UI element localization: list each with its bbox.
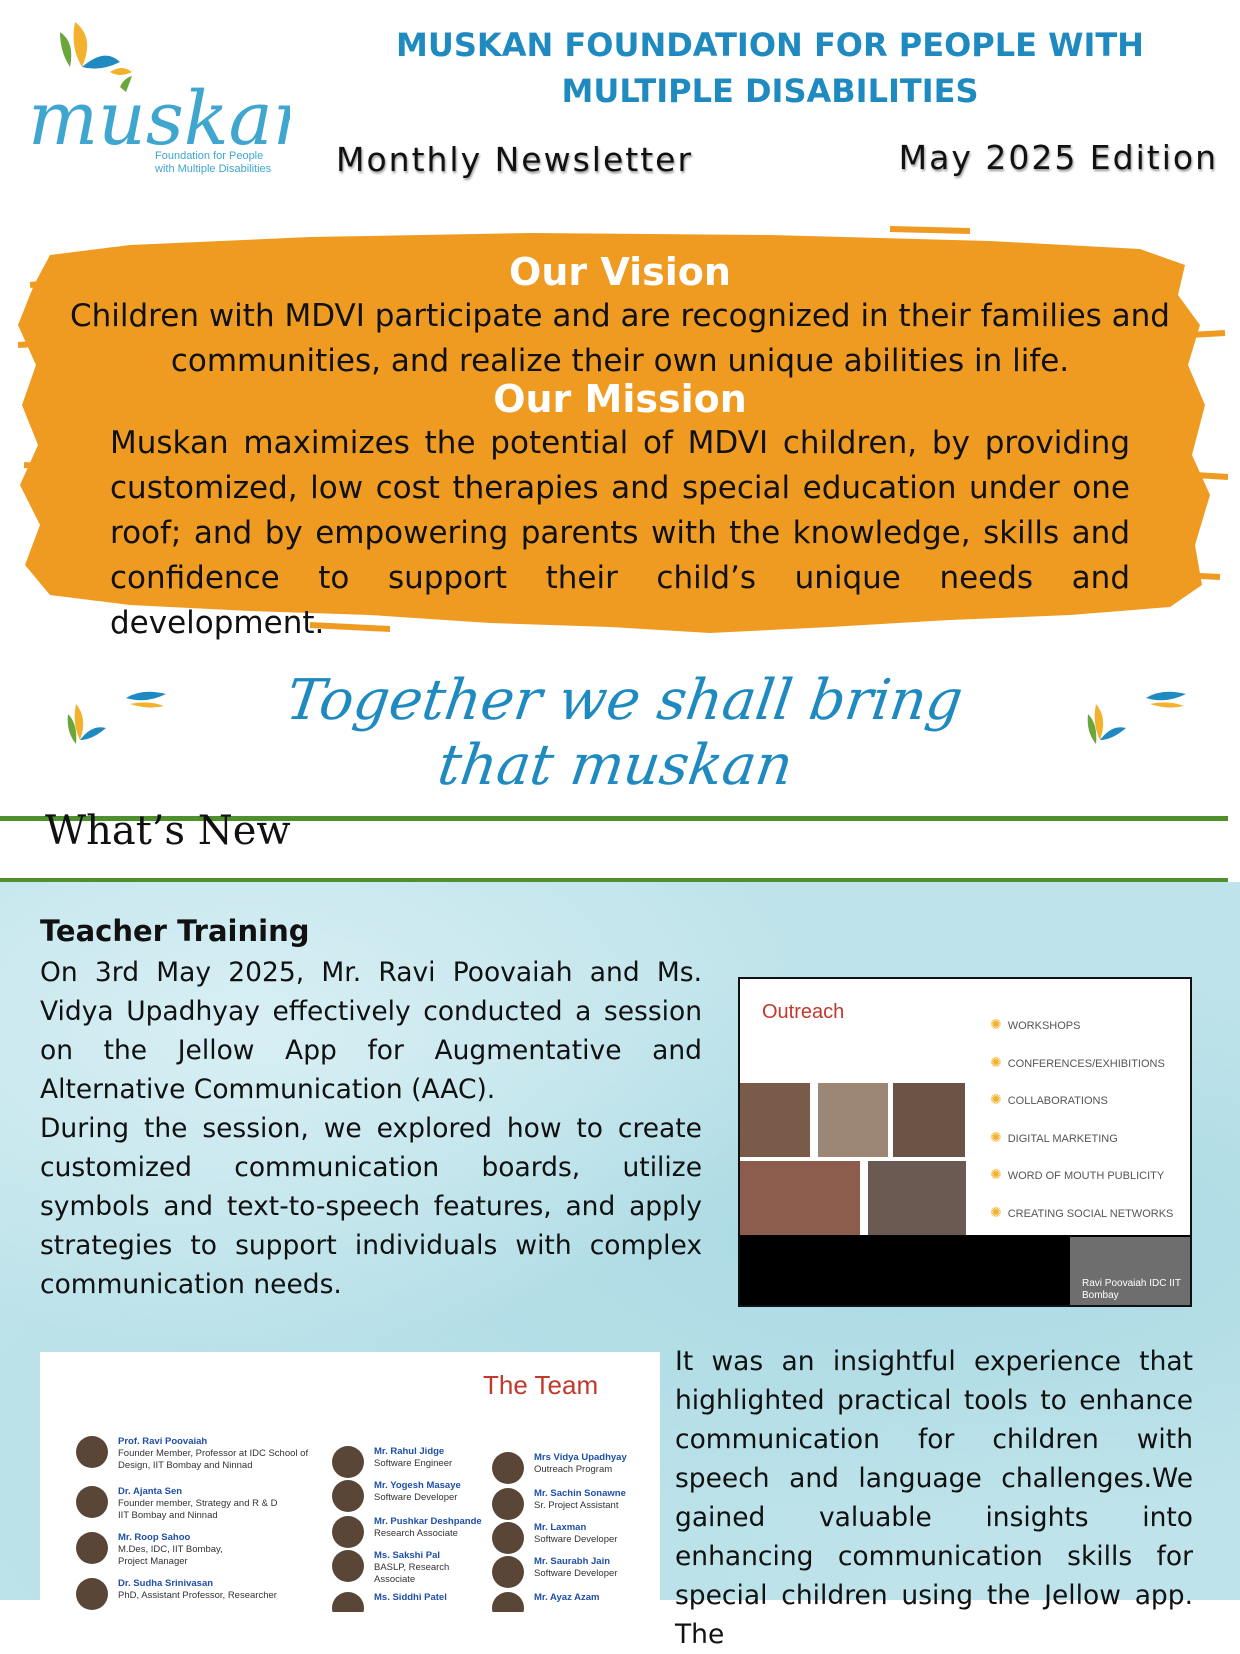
vision-section [60, 250, 1180, 384]
outreach-photo [740, 1161, 860, 1235]
avatar [332, 1516, 364, 1548]
flower-bullet-icon: ✺ [990, 1016, 1002, 1032]
flower-bullet-icon: ✺ [990, 1166, 1002, 1182]
avatar [76, 1578, 108, 1610]
svg-text:muskan: muska [28, 76, 273, 162]
outreach-photo [818, 1083, 888, 1157]
outreach-item: ✺ CREATING SOCIAL NETWORKS [990, 1203, 1174, 1220]
outreach-item: ✺ CONFERENCES/EXHIBITIONS [990, 1053, 1165, 1070]
birds-left-icon [62, 684, 172, 754]
outreach-slide-title: Outreach [762, 1001, 845, 1023]
team-member: Mr. Rahul Jidge Software Engineer [332, 1446, 452, 1478]
outreach-photo [740, 1083, 810, 1157]
avatar [332, 1550, 364, 1582]
speaker-name: Ravi Poovaiah IDC IIT Bombay [1082, 1278, 1181, 1301]
team-member: Mr. Ayaz Azam [492, 1592, 599, 1612]
flower-bullet-icon: ✺ [990, 1053, 1002, 1070]
birds-right-icon [1082, 684, 1192, 754]
section-title: Teacher Training [40, 914, 310, 948]
whats-new-heading: What’s New [45, 808, 291, 854]
outreach-item: ✺ WORKSHOPS [990, 1016, 1081, 1032]
outreach-item: ✺ DIGITAL MARKETING [990, 1128, 1118, 1145]
article-paragraph-1: On 3rd May 2025, Mr. Ravi Poovaiah and Ms. Vidya Upadhyay effectively conducted a session on the Jellow App for Augmentative and Alternative Communication (AAC). During the session, we explored how to create customized communication boards, utilize symbols and text-to-speech features, and apply strategies to support individuals with complex communication needs. [40, 957, 702, 1300]
avatar [76, 1486, 108, 1518]
team-member: Mr. Roop Sahoo M.Des, IDC, IIT Bombay, Project Manager [76, 1532, 223, 1568]
edition-label: May 2025 Edition [898, 138, 1218, 177]
flower-bullet-icon: ✺ [990, 1128, 1002, 1145]
newsletter-label: Monthly Newsletter [336, 140, 694, 179]
flower-bullet-icon: ✺ [990, 1203, 1002, 1220]
mission-text: Muskan maximizes the potential of MDVI children, by providing customized, low cost therapies and special education under one roof; and by empowering parents with the knowledge, skills and confidence to support their child’s unique needs and development. [110, 425, 1130, 641]
outreach-item: ✺ COLLABORATIONS [990, 1091, 1108, 1107]
avatar [332, 1446, 364, 1478]
avatar [76, 1436, 108, 1468]
article-paragraph-2: It was an insightful experience that highlighted practical tools to enhance communication for children with speech and language challenges.We gained valuable insights into enhancing communication skills for special children using the Jellow app. The [675, 1346, 1193, 1650]
team-member: Dr. Sudha Srinivasan PhD, Assistant Professor, Researcher [76, 1578, 277, 1610]
team-member: Mr. Pushkar Deshpande Research Associate [332, 1516, 482, 1548]
avatar [492, 1522, 524, 1554]
avatar [492, 1488, 524, 1520]
team-slide-image [40, 1352, 660, 1612]
team-member: Ms. Sakshi Pal BASLP, Research Associate [332, 1550, 449, 1586]
outreach-item: ✺ WORD OF MOUTH PUBLICITY [990, 1166, 1165, 1182]
avatar [492, 1452, 524, 1484]
avatar [332, 1592, 364, 1612]
outreach-photo [868, 1161, 966, 1235]
outreach-photo [893, 1083, 965, 1157]
avatar [76, 1532, 108, 1564]
outreach-slide-image [738, 977, 1192, 1307]
team-member: Mrs Vidya Upadhyay Outreach Program [492, 1452, 627, 1484]
team-slide-title: The Team [483, 1370, 599, 1400]
mission-section [60, 377, 1180, 646]
logo-caption: Foundation for People with Multiple Disabilities [155, 150, 272, 175]
team-member: Ms. Siddhi Patel [332, 1592, 447, 1612]
team-member: Mr. Yogesh Masaye Software Developer [332, 1480, 461, 1512]
team-member: Mr. Sachin Sonawne Sr. Project Assistant [492, 1488, 626, 1520]
tagline: Together we shall bring that muskan [282, 668, 967, 798]
flower-bullet-icon: ✺ [990, 1091, 1002, 1107]
organization-title: MUSKAN FOUNDATION FOR PEOPLE WITH MULTIPLE DISABILITIES [396, 26, 1144, 110]
team-member: Dr. Ajanta Sen Founder member, Strategy and R & D IIT Bombay and Ninnad [76, 1486, 277, 1522]
vision-title: Our Vision [509, 250, 731, 294]
outreach-list [990, 1007, 1173, 1232]
team-member: Mr. Laxman Software Developer [492, 1522, 617, 1554]
mission-title: Our Mission [493, 377, 747, 421]
avatar [332, 1480, 364, 1512]
team-member: Mr. Saurabh Jain Software Developer [492, 1556, 617, 1588]
vision-text: Children with MDVI participate and are recognized in their families and communities, and realize their own unique abilities in life. [69, 298, 1170, 379]
team-member: Prof. Ravi Poovaiah Founder Member, Professor at IDC School of Design, IIT Bombay and Ninnad [76, 1436, 308, 1472]
avatar [492, 1556, 524, 1588]
avatar [492, 1592, 524, 1612]
